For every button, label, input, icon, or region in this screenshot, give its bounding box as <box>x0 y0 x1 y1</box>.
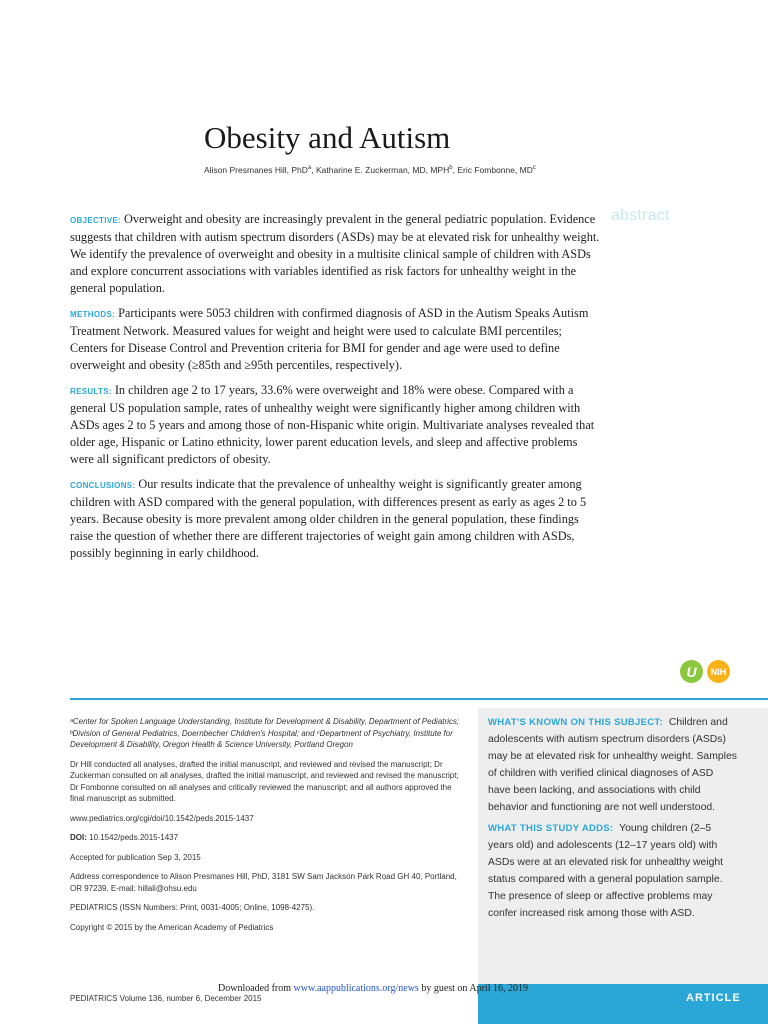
author-separator: , <box>311 165 317 175</box>
study-adds-text: Young children (2–5 years old) and adolescents (12–17 years old) with ASDs were at an elevated risk for unhealthy weight status compared with a general population sample. The presence of sleep or affective problems may confer increased risk among those with ASD. <box>488 823 724 919</box>
abstract-heading: abstract <box>611 207 670 224</box>
download-suffix: by guest on April 16, 2019 <box>418 983 528 994</box>
correspondence: Address correspondence to Alison Presmanes Hill, PhD, 3181 SW Sam Jackson Park Road GH 40, Portland, OR 97239. E-mail: hillali@ohsu.edu <box>70 872 457 893</box>
article-url[interactable]: www.pediatrics.org/cgi/doi/10.1542/peds.2015-1437 <box>70 813 254 823</box>
study-adds <box>488 820 738 922</box>
doi-label: DOI: <box>70 833 87 842</box>
whats-known-label: WHAT'S KNOWN ON THIS SUBJECT: <box>488 717 663 728</box>
article-footnotes <box>70 716 465 941</box>
whats-known <box>488 714 738 816</box>
affiliation-marker: a <box>307 165 312 172</box>
nih-icon: NIH <box>707 660 730 683</box>
affiliations: ᵃCenter for Spoken Language Understanding, Institute for Development & Disability, Department of Pediatrics; ᵇDivision of General Pediatrics, Doernbecher Children's Hospital; and ᶜDepartment of Psychiatry, Institute for Development & Disability, Oregon Health & Science University, Portland Oregon <box>70 717 460 749</box>
section-text: Overweight and obesity are increasingly prevalent in the general pediatric population. Evidence suggests that children with autism spectrum disorders (ASDs) may be at elevated risk for unhealthy weight. We identify the prevalence of overweight and obesity in a multisite clinical sample of children with ASDs and explore concurrent associations with variables identified as risk factors for unhealthy weight in the general population. <box>70 212 600 295</box>
abstract-methods <box>70 305 600 374</box>
section-label: CONCLUSIONS: <box>70 481 136 490</box>
download-prefix: Downloaded from <box>218 983 294 994</box>
section-text: Participants were 5053 children with confirmed diagnosis of ASD in the Autism Speaks Autism Treatment Network. Measured values for weight and height were used to calculate BMI percentiles; Centers for Disease Control and Prevention criteria for BMI for gender and age were used to define overweight and obesity (≥85th and ≥95th percentiles, respectively). <box>70 306 589 372</box>
open-access-icon: U <box>680 660 703 683</box>
issn: PEDIATRICS (ISSN Numbers: Print, 0031-4005; Online, 1098-4275). <box>70 903 315 912</box>
doi-value[interactable]: 10.1542/peds.2015-1437 <box>86 833 179 842</box>
section-label: METHODS: <box>70 310 116 319</box>
doi-line <box>70 832 465 844</box>
abstract-conclusions <box>70 476 600 562</box>
affiliation-marker: c <box>532 165 536 172</box>
abstract-objective <box>70 211 600 297</box>
section-label: OBJECTIVE: <box>70 216 122 225</box>
key-points-text <box>488 714 738 926</box>
author-separator: , <box>452 165 458 175</box>
affiliation-marker: b <box>449 165 453 172</box>
section-text: In children age 2 to 17 years, 33.6% were overweight and 18% were obese. Compared with a general US population sample, rates of unhealthy weight were significantly higher among children with ASDs ages 2 to 5 years and among those of non-Hispanic white origin. Multivariate analyses revealed that older age, Hispanic or Latino ethnicity, lower parent education levels, and sleep and affective problems were all significant predictors of obesity. <box>70 383 595 466</box>
article-title: Obesity and Autism <box>204 120 451 155</box>
author-name: Katharine E. Zuckerman, MD, MPH <box>316 165 450 175</box>
download-link[interactable]: www.aappublications.org/news <box>293 983 419 994</box>
section-text: Our results indicate that the prevalence of unhealthy weight is significantly greater among children with ASD compared with the general population, with differences present as early as ages 2 to 5 years. Because obesity is more prevalent among older children in the general population, these findings raise the question of whether there are different trajectories of weight gain among children with ASDs, possibly beginning in early childhood. <box>70 477 587 560</box>
copyright: Copyright © 2015 by the American Academy of Pediatrics <box>70 922 274 932</box>
accepted-date: Accepted for publication Sep 3, 2015 <box>70 852 201 862</box>
section-label: RESULTS: <box>70 387 112 396</box>
section-divider <box>70 698 768 700</box>
study-adds-label: WHAT THIS STUDY ADDS: <box>488 823 614 834</box>
author-name: Alison Presmanes Hill, PhD <box>204 165 308 175</box>
download-notice <box>218 983 528 994</box>
journal-citation: PEDIATRICS Volume 136, number 6, December 2015 <box>70 994 262 1003</box>
author-name: Eric Fombonne, MD <box>457 165 533 175</box>
abstract-results <box>70 382 600 468</box>
whats-known-text: Children and adolescents with autism spectrum disorders (ASDs) may be at elevated risk for unhealthy weight. Samples of children with verified clinical diagnoses of ASD have been lacking, and associations with child behavior and functioning are not well understood. <box>488 717 737 813</box>
article-type-label: ARTICLE <box>686 992 741 1004</box>
contributions: Dr Hill conducted all analyses, drafted the initial manuscript, and reviewed and revised the manuscript; Dr Zuckerman consulted on all analyses, drafted the initial manuscript, and reviewed and revised the manuscript; Dr Fombonne consulted on all analyses and critically reviewed the manuscript; and all authors approved the final manuscript as submitted. <box>70 759 459 803</box>
abstract-body <box>70 211 600 570</box>
author-list <box>204 165 536 175</box>
funding-logos <box>680 660 730 683</box>
